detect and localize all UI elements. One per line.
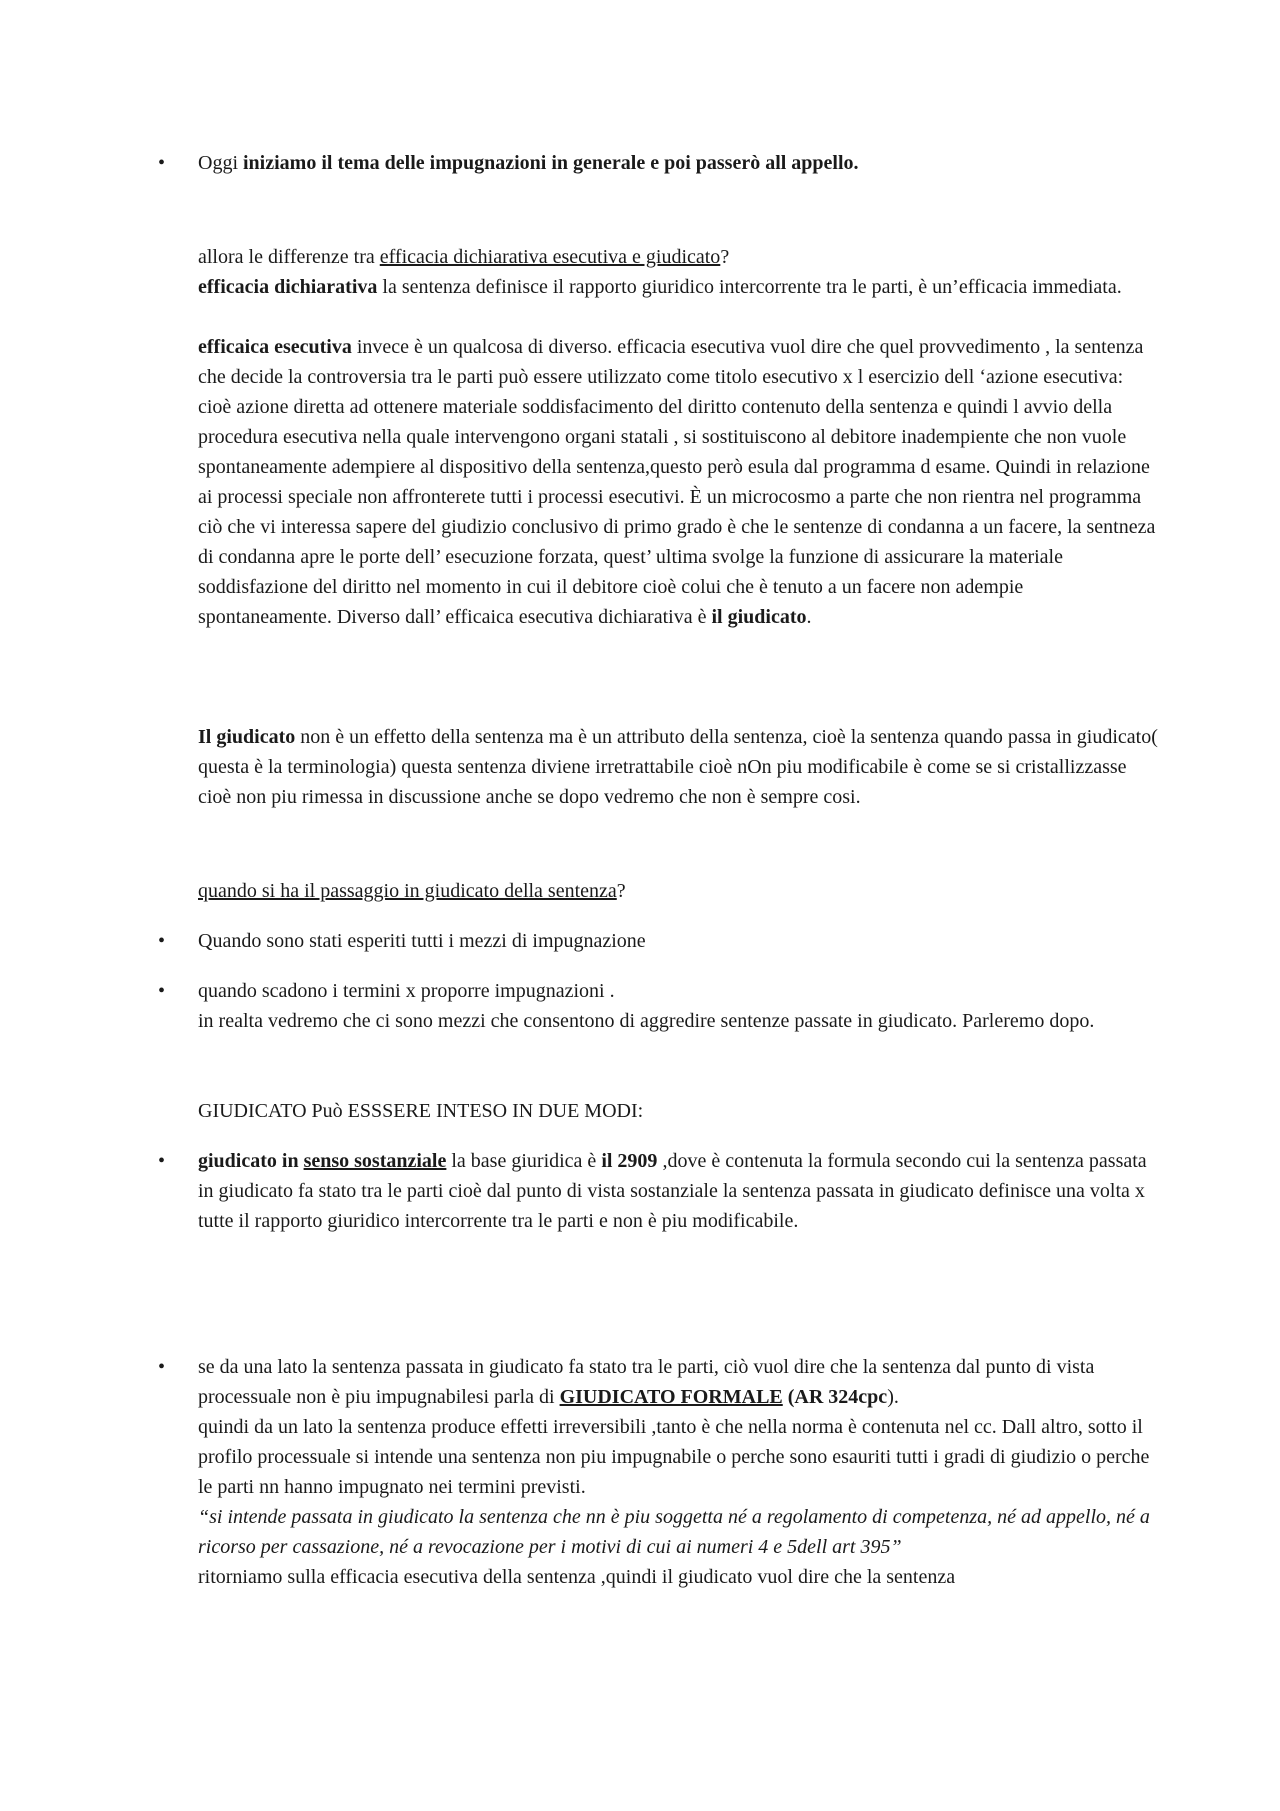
formal-bold-tail: (AR 324cpc	[782, 1386, 888, 1408]
formal-quote: “si intende passata in giudicato la sentenza che nn è piu soggetta né a regolamento di competenza, né ad appello, né a ricorso per cassazione, né a revocazione per i motivi di cui ai numeri 4 e 5dell art 395”	[198, 1506, 1150, 1558]
substantive-text2: ,dove è contenuta la formula secondo cui la sentenza passata in giudicato fa stato tra le parti cioè dal punto di vista sostanziale la sentenza passata in giudicato definisce una volta x tutte il rapporto giuridico intercorrente tra le parti e non è piu modificabile.	[198, 1150, 1147, 1232]
differences-underlined: efficacia dichiarativa esecutiva e giudicato	[379, 246, 721, 268]
formal-line4: ritorniamo sulla efficacia esecutiva della sentenza ,quindi il giudicato vuol dire che la sentenza	[198, 1566, 956, 1588]
differences-question	[198, 242, 1158, 272]
formal-line2: quindi da un lato la sentenza produce effetti irreversibili ,tanto è che nella norma è contenuta nel cc. Dall altro, sotto il profilo processuale si intende una sentenza non piu impugnabile o perche sono esauriti tutti i gradi di giudizio o perche le parti nn hanno impugnato nei termini previsti.	[198, 1416, 1150, 1498]
executive-end: .	[806, 606, 812, 628]
differences-suffix: ?	[720, 246, 730, 268]
bullet-marker: •	[158, 980, 166, 1002]
expired-terms-line1: quando scadono i termini x proporre impugnazioni .	[198, 980, 615, 1002]
executive-term: efficaica esecutiva	[198, 336, 352, 358]
bullet-marker: •	[158, 1356, 166, 1378]
formal-text1: se da una lato la sentenza passata in giudicato fa stato tra le parti, ciò vuol dire che la sentenza dal punto di vista processuale non è piu impugnabilesi parla di	[198, 1356, 1095, 1408]
substantive-bold2: il 2909	[601, 1150, 658, 1172]
substantive-bold1: giudicato in	[198, 1150, 304, 1172]
passage-underlined: quando si ha il passaggio in giudicato della sentenza	[198, 880, 617, 902]
intro-bold: iniziamo il tema delle impugnazioni in generale e poi passerò all appello.	[243, 152, 859, 174]
executive-efficacy-paragraph	[198, 332, 1158, 632]
two-modes-text: GIUDICATO Può ESSSERE INTESO IN DUE MODI:	[198, 1100, 644, 1122]
executive-text: invece è un qualcosa di diverso. efficacia esecutiva vuol dire che quel provvedimento , la sentenza che decide la controversia tra le parti può essere utilizzato come titolo esecutivo x l esercizio dell ‘azione esecutiva: cioè azione diretta ad ottenere materiale soddisfacimento del diritto contenuto della sentenza e quindi l avvio della procedura esecutiva nella quale intervengono organi statali , si sostituiscono al debitore inadempiente che non vuole spontaneamente adempiere al dispositivo della sentenza,questo però esula dal programma d esame. Quindi in relazione ai processi speciale non affronterete tutti i processi esecutivi. È un microcosmo a parte che non rientra nel programma ciò che vi interessa sapere del giudizio conclusivo di primo grado è che le sentenze di condanna a un facere, la sentneza di condanna apre le porte dell’ esecuzione forzata, quest’ ultima svolge la funzione di assicurare la materiale soddisfazione del diritto nel momento in cui il debitore cioè colui che è tenuto a un facere non adempie spontaneamente. Diverso dall’ efficaica esecutiva dichiarativa è	[198, 336, 1156, 628]
formal-bullet	[198, 1352, 1158, 1592]
exhausted-means-bullet	[198, 926, 1158, 956]
expired-terms-bullet	[198, 976, 1158, 1036]
two-modes-heading	[198, 1096, 1158, 1126]
expired-terms-line2: in realta vedremo che ci sono mezzi che consentono di aggredire sentenze passate in giudicato. Parleremo dopo.	[198, 1010, 1095, 1032]
formal-underlined: GIUDICATO FORMALE	[559, 1386, 783, 1408]
giudicato-term: Il giudicato	[198, 726, 296, 748]
executive-bold-end: il giudicato	[711, 606, 807, 628]
substantive-underlined: senso sostanziale	[303, 1150, 447, 1172]
giudicato-text: non è un effetto della sentenza ma è un attributo della sentenza, cioè la sentenza quando passa in giudicato( questa è la terminologia) questa sentenza diviene irretrattabile cioè nOn piu modificabile è come se si cristallizzasse cioè non piu rimessa in discussione anche se dopo vedremo che non è sempre cosi.	[198, 726, 1158, 808]
differences-prefix: allora le differenze tra	[198, 246, 380, 268]
exhausted-means-text: Quando sono stati esperiti tutti i mezzi di impugnazione	[198, 930, 646, 952]
bullet-marker: •	[158, 1150, 166, 1172]
declarative-efficacy-paragraph	[198, 272, 1158, 302]
giudicato-paragraph	[198, 722, 1158, 812]
passage-question	[198, 876, 1158, 906]
formal-text-tail: ).	[887, 1386, 899, 1408]
declarative-term: efficacia dichiarativa	[198, 276, 378, 298]
intro-bullet	[198, 148, 1158, 178]
bullet-marker: •	[158, 930, 166, 952]
intro-prefix: Oggi	[198, 152, 243, 174]
declarative-text: la sentenza definisce il rapporto giuridico intercorrente tra le parti, è un’efficacia immediata.	[377, 276, 1122, 298]
substantive-bullet	[198, 1146, 1158, 1236]
passage-suffix: ?	[616, 880, 626, 902]
substantive-text1: la base giuridica è	[446, 1150, 602, 1172]
bullet-marker: •	[158, 152, 166, 174]
